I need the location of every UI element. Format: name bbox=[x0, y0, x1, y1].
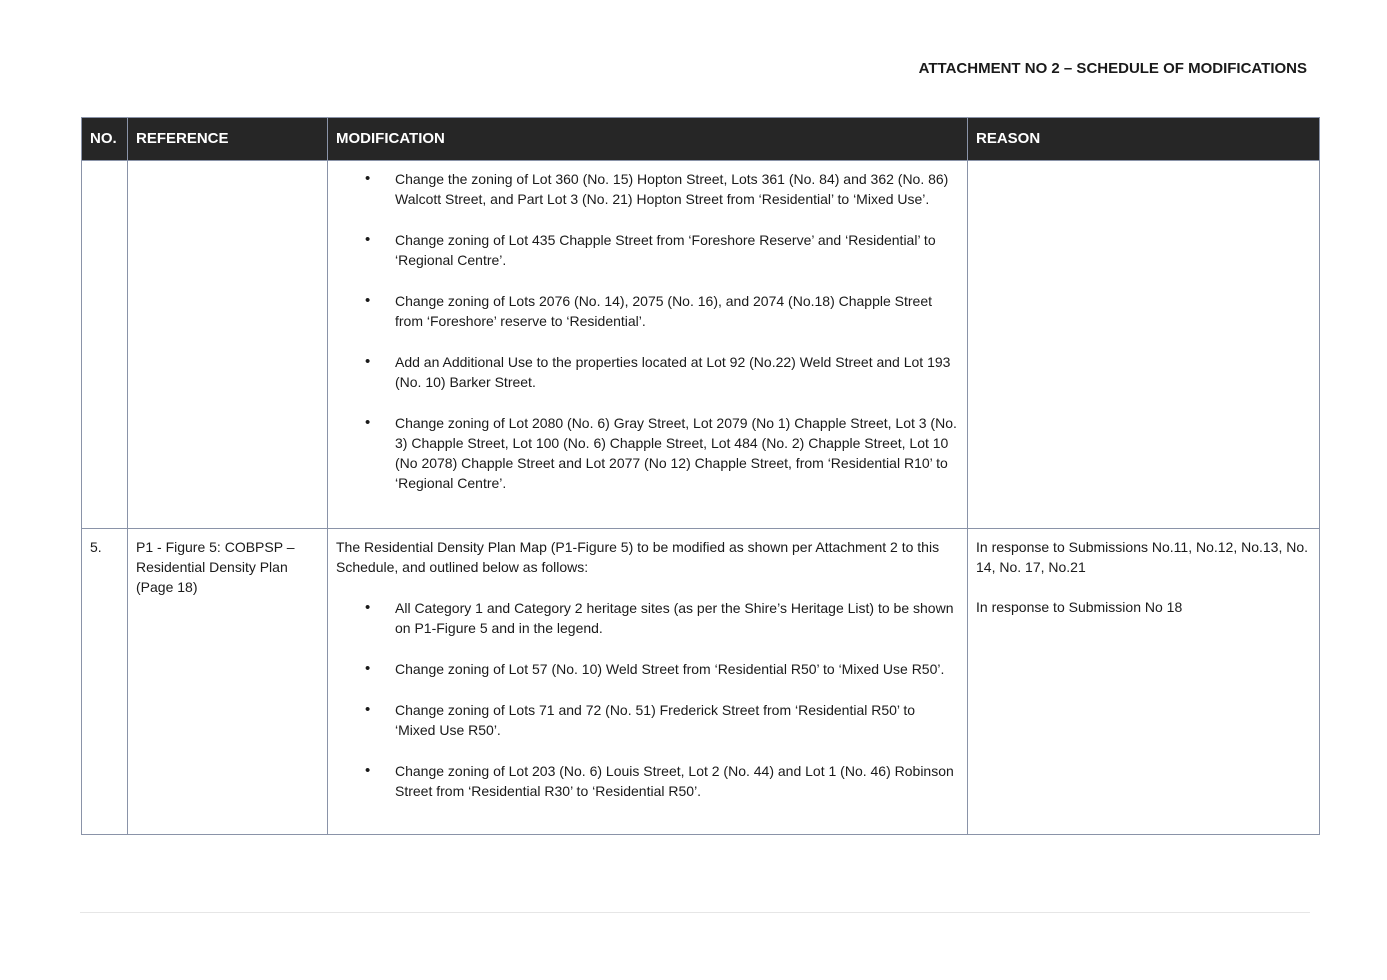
column-header-no: NO. bbox=[82, 118, 128, 161]
cell-no bbox=[82, 161, 128, 529]
cell-reason bbox=[968, 161, 1320, 529]
table-row bbox=[82, 529, 1320, 835]
list-item: • Change zoning of Lot 435 Chapple Street from ‘Foreshore Reserve’ and ‘Residential’ to ‘Regional Centre’. bbox=[395, 230, 959, 270]
list-item: • Change zoning of Lots 2076 (No. 14), 2075 (No. 16), and 2074 (No.18) Chapple Street from ‘Foreshore’ reserve to ‘Residential’. bbox=[395, 291, 959, 331]
column-header-reason: REASON bbox=[968, 118, 1320, 161]
modification-list bbox=[336, 598, 959, 801]
list-item: • Add an Additional Use to the properties located at Lot 92 (No.22) Weld Street and Lot 193 (No. 10) Barker Street. bbox=[395, 352, 959, 392]
table-row bbox=[82, 161, 1320, 529]
cell-reference bbox=[128, 161, 328, 529]
cell-reference: P1 - Figure 5: COBPSP – Residential Density Plan (Page 18) bbox=[128, 529, 328, 835]
cell-reason bbox=[968, 529, 1320, 835]
column-header-modification: MODIFICATION bbox=[328, 118, 968, 161]
list-item: • Change zoning of Lots 71 and 72 (No. 51) Frederick Street from ‘Residential R50’ to ‘Mixed Use R50’. bbox=[395, 700, 959, 740]
reason-text: In response to Submission No 18 bbox=[976, 599, 1183, 615]
list-item: • Change zoning of Lot 203 (No. 6) Louis Street, Lot 2 (No. 44) and Lot 1 (No. 46) Robinson Street from ‘Residential R30’ to ‘Residential R50’. bbox=[395, 761, 959, 801]
footer-divider bbox=[80, 912, 1310, 913]
list-item: • Change zoning of Lot 57 (No. 10) Weld Street from ‘Residential R50’ to ‘Mixed Use R50’. bbox=[395, 659, 959, 679]
page-title: ATTACHMENT NO 2 – SCHEDULE OF MODIFICATIONS bbox=[918, 60, 1307, 77]
modification-list bbox=[336, 169, 959, 493]
table-header-row bbox=[82, 118, 1320, 161]
column-header-reference: REFERENCE bbox=[128, 118, 328, 161]
reason-text: In response to Submissions No.11, No.12, No.13, No. 14, No. 17, No.21 bbox=[976, 539, 1309, 575]
modification-intro: The Residential Density Plan Map (P1-Figure 5) to be modified as shown per Attachment 2 to this Schedule, and outlined below as follows: bbox=[336, 539, 940, 575]
list-item: • Change the zoning of Lot 360 (No. 15) Hopton Street, Lots 361 (No. 84) and 362 (No. 86) Walcott Street, and Part Lot 3 (No. 21) Hopton Street from ‘Residential’ to ‘Mixed Use’. bbox=[395, 169, 959, 209]
cell-no: 5. bbox=[82, 529, 128, 835]
list-item: • All Category 1 and Category 2 heritage sites (as per the Shire’s Heritage List) to be shown on P1-Figure 5 and in the legend. bbox=[395, 598, 959, 638]
list-item: • Change zoning of Lot 2080 (No. 6) Gray Street, Lot 2079 (No 1) Chapple Street, Lot 3 (No. 3) Chapple Street, Lot 100 (No. 6) Chapple Street, Lot 484 (No. 2) Chapple Street, Lot 10 (No 2078) Chapple Street and Lot 2077 (No 12) Chapple Street, from ‘Residential R10’ to ‘Regional Centre’. bbox=[395, 413, 959, 493]
cell-modification bbox=[328, 161, 968, 529]
cell-modification bbox=[328, 529, 968, 835]
schedule-table bbox=[81, 117, 1320, 835]
